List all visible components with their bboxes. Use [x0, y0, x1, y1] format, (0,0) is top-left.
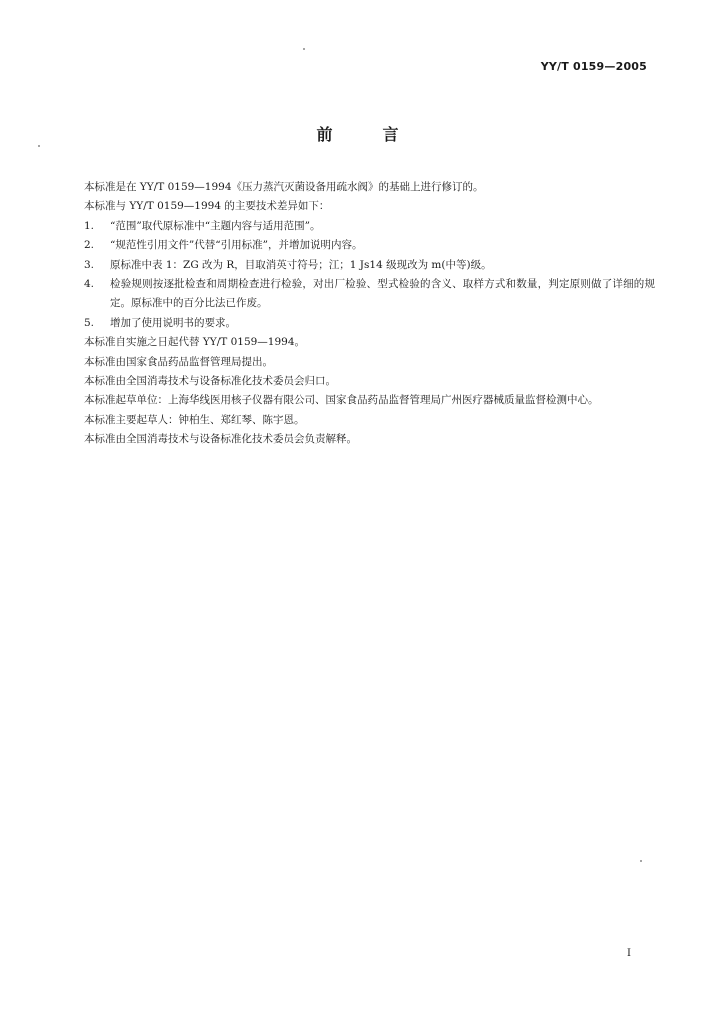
list-item-number: 2. — [84, 239, 95, 252]
drafters-paragraph: 本标准主要起草人：钟柏生、郑红琴、陈宇恩。 — [84, 413, 305, 426]
intro-paragraph: 本标准是在 YY/T 0159—1994《压力蒸汽灭菌设备用疏水阀》的基础上进行修订的。 — [84, 181, 484, 193]
list-item-number: 1. — [84, 219, 95, 232]
list-item-text: 增加了使用说明书的要求。 — [110, 316, 236, 329]
scan-speck — [38, 145, 40, 147]
document-code: YY/T 0159—2005 — [540, 60, 647, 73]
foreword-body — [55, 178, 655, 450]
scan-speck — [640, 860, 642, 862]
diff-lead-paragraph: 本标准与 YY/T 0159—1994 的主要技术差异如下： — [84, 200, 330, 213]
list-item — [55, 217, 655, 236]
page-number: I — [627, 948, 631, 959]
list-item — [55, 314, 655, 333]
list-item-number: 4. — [84, 278, 95, 291]
drafting-units-paragraph: 本标准起草单位：上海华线医用核子仪器有限公司、国家食品药品监督管理局广州医疗器械质量监督检测中心。 — [84, 394, 599, 407]
list-item — [55, 236, 655, 255]
list-item-text: 原标准中表 1：ZG 改为 R，目取消英寸符号；江；1 Js14 级现改为 m(中等)级。 — [110, 258, 492, 271]
proposed-paragraph: 本标准由国家食品药品监督管理局提出。 — [84, 355, 273, 368]
list-item-text: 检验规则按逐批检查和周期检查进行检验，对出厂检验、型式检验的含义、取样方式和数量，判定原则做了详细的规定。原标准中的百分比法已作废。 — [110, 278, 655, 310]
list-item — [55, 275, 655, 314]
scan-speck — [303, 48, 305, 50]
list-item-number: 3. — [84, 258, 95, 271]
list-item-number: 5. — [84, 316, 95, 329]
list-item-text: “规范性引用文件”代替“引用标准”，并增加说明内容。 — [110, 239, 363, 252]
centralized-paragraph: 本标准由全国消毒技术与设备标准化技术委员会归口。 — [84, 375, 336, 388]
list-item — [55, 256, 655, 275]
interpretation-paragraph: 本标准由全国消毒技术与设备标准化技术委员会负责解释。 — [84, 433, 357, 446]
page-title: 前言 — [316, 125, 449, 144]
list-item-text: “范围”取代原标准中“主题内容与适用范围”。 — [110, 219, 321, 232]
replace-paragraph: 本标准自实施之日起代替 YY/T 0159—1994。 — [84, 336, 306, 349]
